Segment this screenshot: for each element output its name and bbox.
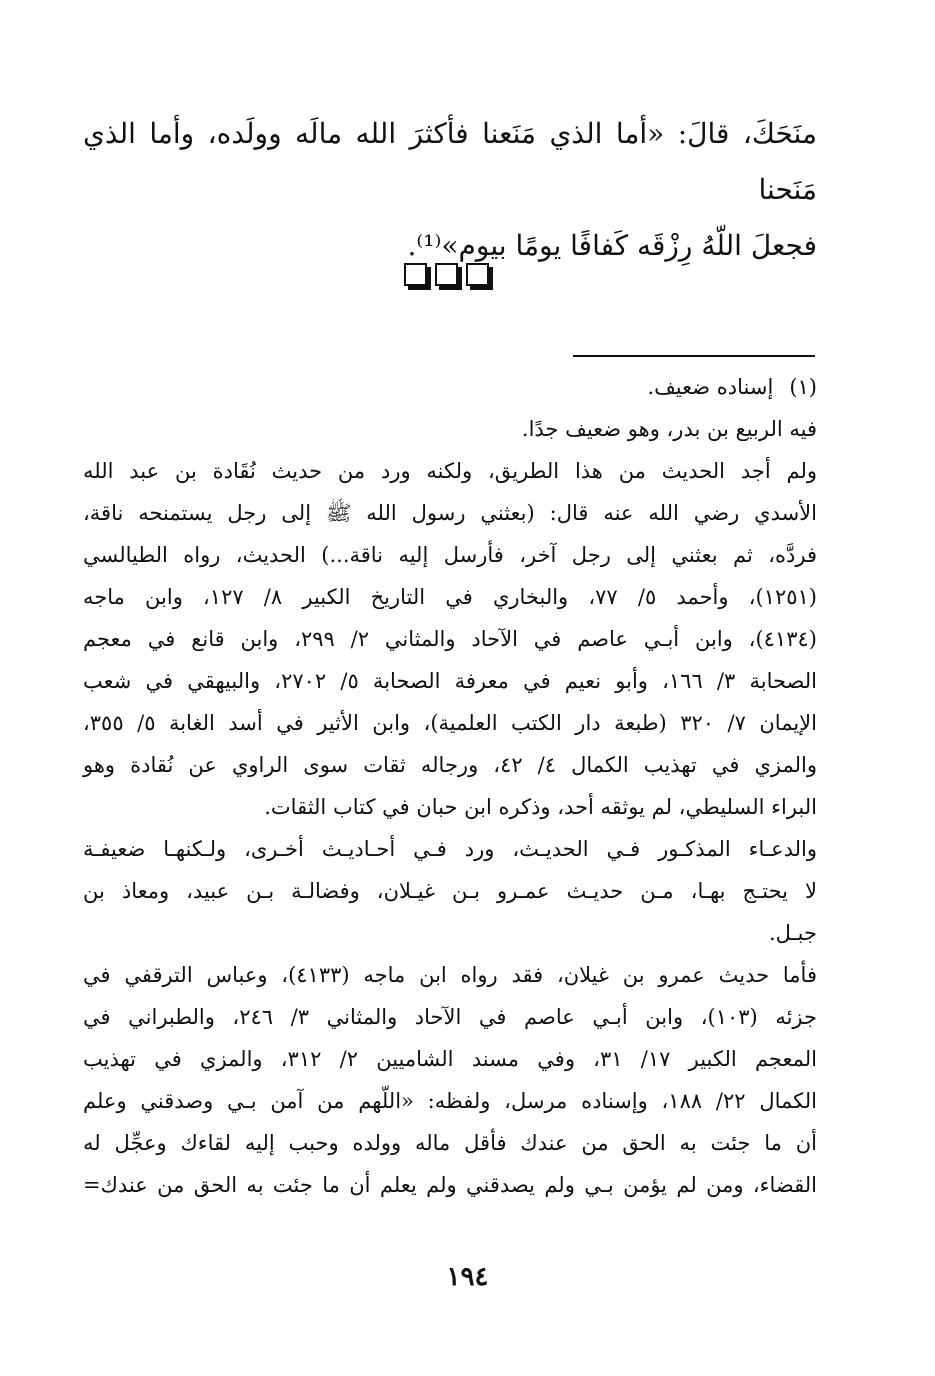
footnote-line: جزئه (١٠٣)، وابن أبـي عاصم في الآحاد والمثاني ٣/ ٢٤٦، والطبراني في <box>83 1005 817 1029</box>
footnote-line: (٤١٣٤)، وابن أبـي عاصم في الآحاد والمثاني ٢/ ٢٩٩، وابن قانع في معجم <box>83 627 817 651</box>
footnote-line: الكمال ٢٢/ ١٨٨، وإسناده مرسل، ولفظه: «اللّهم من آمن بـي وصدقني وعلم <box>83 1089 817 1113</box>
main-text-line: منَحَكَ، قالَ: «أما الذي مَنَعنا فأكثرَ الله مالَه وولَده، وأما الذي مَنَحنا <box>83 117 817 206</box>
main-text-line: فجعلَ اللّهُ رِزْقَه كَفافًا يومًا بيوم»⁽¹⁾. <box>407 229 817 262</box>
footnote <box>83 366 817 1206</box>
footnote-marker: (١) <box>789 375 817 399</box>
footnote-divider <box>573 355 815 357</box>
footnote-heading <box>83 366 817 408</box>
footnote-line: القضاء، ومن لم يؤمن بـي ولم يصدقني ولم يعلم أن ما جئت به الحق من عندك= <box>83 1173 817 1197</box>
footnote-line: فأما حديث عمرو بن غيلان، فقد رواه ابن ماجه (٤١٣٣)، وعباس الترقفي في <box>83 963 817 987</box>
footnote-title: إسناده ضعيف. <box>647 375 774 399</box>
footnote-line: (١٢٥١)، وأحمد ٥/ ٧٧، والبخاري في التاريخ الكبير ٨/ ١٢٧، وابن ماجه <box>83 585 817 609</box>
footnote-line: فردَّه، ثم بعثني إلى رجل آخر، فأرسل إليه ناقة...) الحديث، رواه الطيالسي <box>83 543 817 567</box>
footnote-line: لا يحتـج بهـا، مـن حديـث عمـرو بـن غيـلان، وفضالـة بـن عبيد، ومعاذ بن <box>83 879 817 903</box>
section-separator <box>404 263 489 286</box>
footnote-line: أن ما جئت به الحق من عندك فأقل ماله وولده وحبب إليه لقاءك وعجِّل له <box>83 1131 817 1155</box>
square-icon <box>466 263 489 286</box>
footnote-line: المعجم الكبير ١٧/ ٣١، وفي مسند الشاميين ٢/ ٣١٢، والمزي في تهذيب <box>83 1047 817 1071</box>
footnote-line: البراء السليطي، لم يوثقه أحد، وذكره ابن حبان في كتاب الثقات. <box>264 795 817 819</box>
footnote-line: فيه الربيع بن بدر، وهو ضعيف جدًا. <box>521 417 817 441</box>
footnote-line: الصحابة ٣/ ١٦٦، وأبو نعيم في معرفة الصحابة ٥/ ٢٧٠٢، والبيهقي في شعب <box>83 669 817 693</box>
footnote-line: والدعـاء المذكـور فـي الحديـث، ورد فـي أحـاديـث أخـرى، ولـكنهـا ضعيفـة <box>83 837 817 861</box>
square-icon <box>404 263 427 286</box>
footnote-line: الإيمان ٧/ ٣٢٠ (طبعة دار الكتب العلمية)، وابن الأثير في أسد الغابة ٥/ ٣٥٥، <box>83 711 817 735</box>
footnote-line: جبـل. <box>768 921 817 945</box>
footnote-body <box>83 408 817 1206</box>
footnote-line: ولم أجد الحديث من هذا الطريق، ولكنه ورد من حديث نُقَادة بن عبد الله <box>83 459 817 483</box>
footnote-line: الأسدي رضي الله عنه قال: (بعثني رسول الله ﷺ إلى رجل يستمنحه ناقة، <box>83 501 817 525</box>
footnote-line: والمزي في تهذيب الكمال ٤/ ٤٢، ورجاله ثقات سوى الراوي عن نُقادة وهو <box>83 753 817 777</box>
page-number: ١٩٤ <box>446 1262 489 1292</box>
main-text <box>83 106 817 274</box>
square-icon <box>435 263 458 286</box>
